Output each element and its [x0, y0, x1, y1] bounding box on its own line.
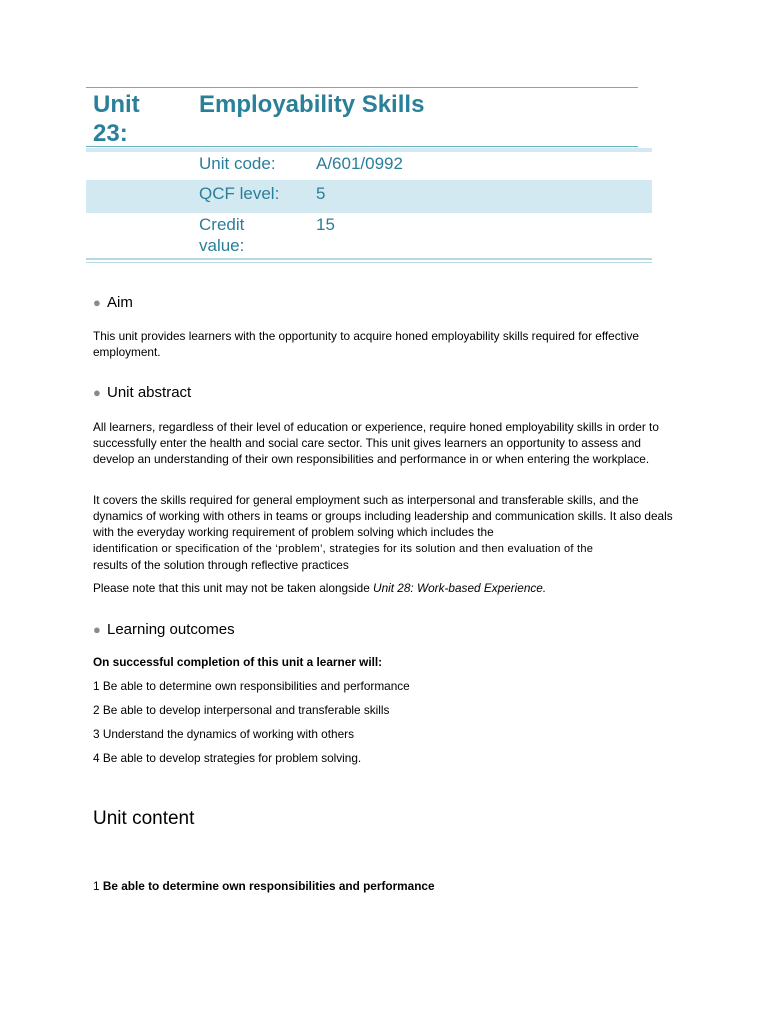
- aim-text: This unit provides learners with the opportunity to acquire honed employability skills required for effective employment.: [93, 329, 639, 359]
- aim-heading: ● Aim: [93, 294, 133, 311]
- qcf-level-label: QCF level:: [199, 184, 280, 203]
- excluded-unit-reference: Unit 28: Work-based Experience.: [373, 581, 547, 595]
- unit-number: Unit 23:: [93, 91, 140, 147]
- qcf-level-value: 5: [316, 184, 326, 203]
- unit-content-title: Unit content: [93, 808, 195, 829]
- learning-outcome-item: 1 Be able to determine own responsibilities and performance: [93, 679, 410, 693]
- unit-code-label: Unit code:: [199, 154, 276, 173]
- credit-value-label: Credit value:: [199, 215, 245, 255]
- header-top-rule: [86, 87, 638, 88]
- meta-bottom-rule-2: [86, 262, 652, 263]
- learning-outcome-item: 3 Understand the dynamics of working with others: [93, 727, 354, 741]
- bullet-icon: ●: [93, 622, 101, 637]
- abstract-paragraph-1: All learners, regardless of their level of education or experience, require honed employability skills in order to successfully enter the health and social care sector. This unit gives learners an opportunity to assess and develop an understanding of their own responsibilities and performance in or when entering the workplace.: [93, 420, 659, 466]
- learning-outcomes-heading: ● Learning outcomes: [93, 621, 235, 638]
- bullet-icon: ●: [93, 295, 101, 310]
- learning-outcomes-intro: On successful completion of this unit a learner will:: [93, 655, 383, 669]
- exclusion-note: Please note that this unit may not be taken alongside Unit 28: Work-based Experience.: [93, 581, 547, 595]
- meta-bottom-rule: [86, 258, 652, 260]
- meta-band-top: [86, 148, 652, 152]
- credit-value: 15: [316, 215, 335, 234]
- meta-band-qcf: [86, 180, 652, 213]
- unit-code-value: A/601/0992: [316, 154, 403, 173]
- learning-outcome-item: 2 Be able to develop interpersonal and transferable skills: [93, 703, 390, 717]
- unit-content-item: 1 Be able to determine own responsibilities and performance: [93, 879, 435, 893]
- abstract-heading: ● Unit abstract: [93, 384, 192, 401]
- abstract-paragraph-2: It covers the skills required for general employment such as interpersonal and transferable skills, and the dynamics of working with others in teams or groups including leadership and communication skills. It also deals with the everyday working requirement of problem solving which includes the identification or specification of the ‘problem’, strategies for its solution and then evaluation of the results of the solution through reflective practices: [93, 493, 673, 572]
- learning-outcome-item: 4 Be able to develop strategies for problem solving.: [93, 751, 362, 765]
- unit-title: Employability Skills: [199, 91, 425, 118]
- bullet-icon: ●: [93, 385, 101, 400]
